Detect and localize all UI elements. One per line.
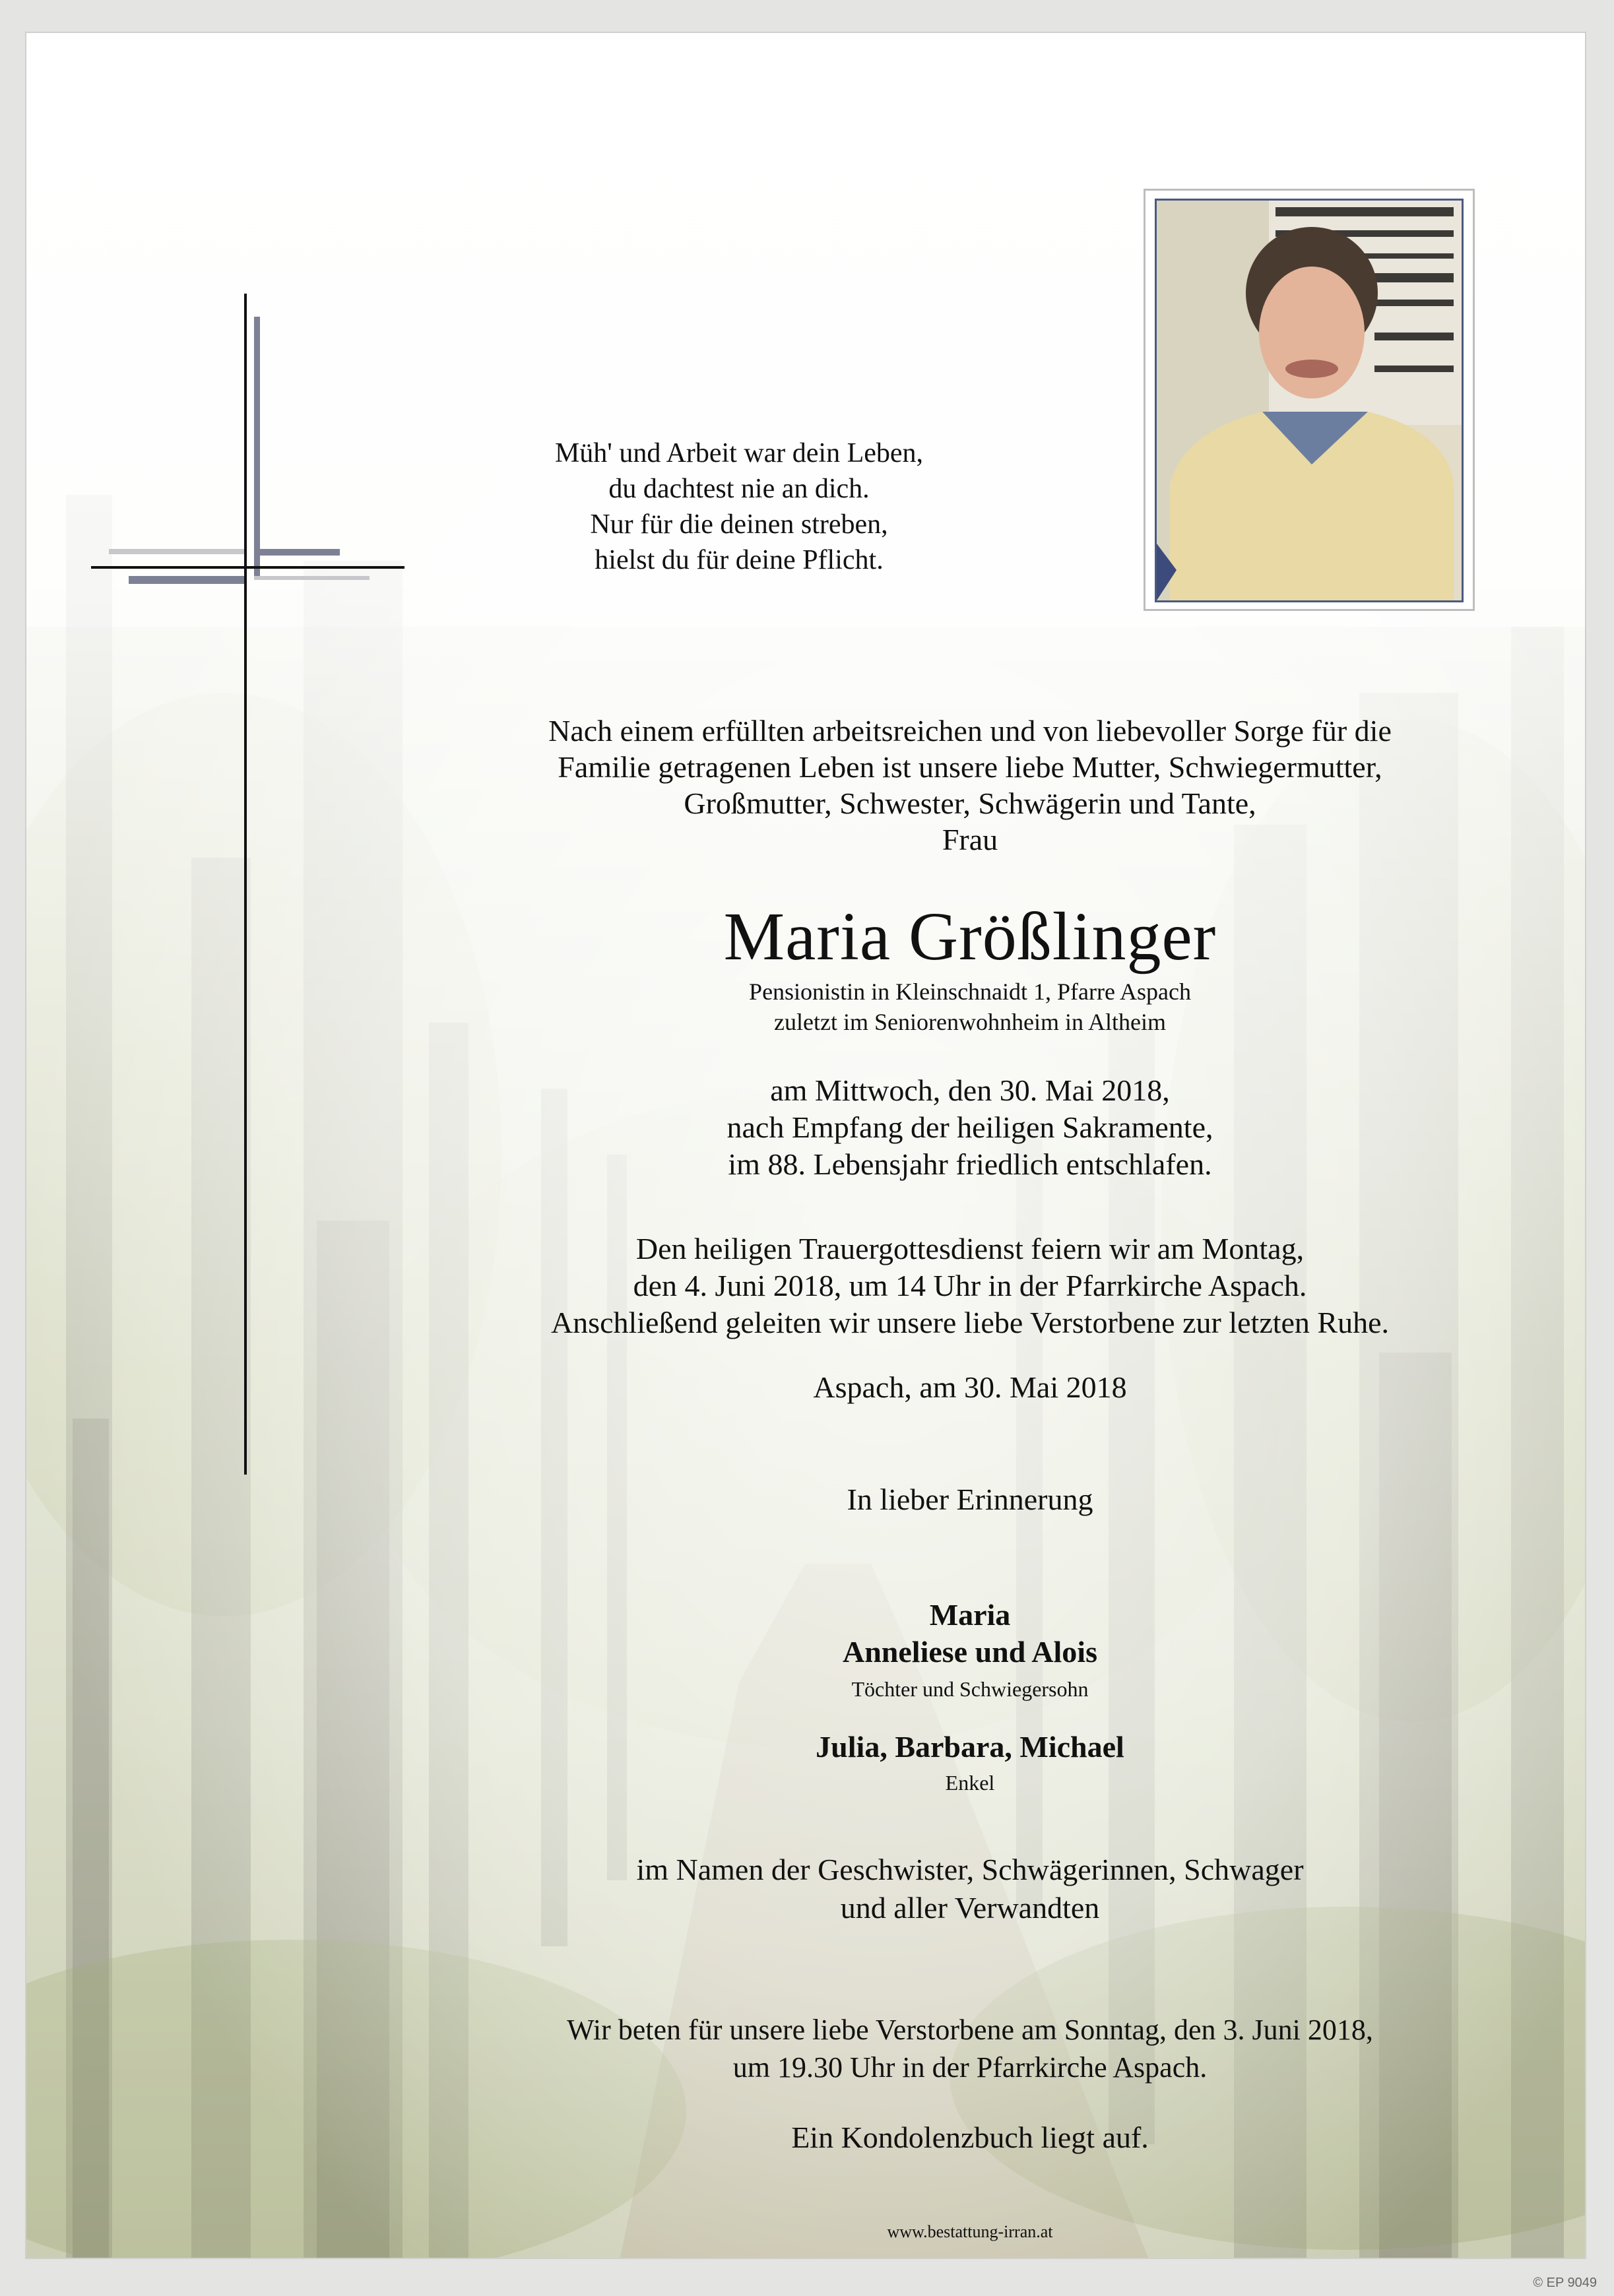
place-date: Aspach, am 30. Mai 2018	[813, 1370, 1127, 1404]
intro-line: Familie getragenen Leben ist unsere liebe Mutter, Schwiegermutter,	[558, 750, 1382, 784]
funeral-service-text	[449, 1230, 1491, 1341]
service-line: den 4. Juni 2018, um 14 Uhr in der Pfarrkirche Aspach.	[633, 1269, 1307, 1302]
print-code: © EP 9049	[1533, 2276, 1597, 2290]
family-group-grandchildren	[449, 1729, 1491, 1766]
prayer-line: Wir beten für unsere liebe Verstorbene am Sonntag, den 3. Juni 2018,	[567, 2014, 1373, 2046]
funeral-home-website: www.bestattung-irran.at	[887, 2222, 1053, 2241]
death-line: am Mittwoch, den 30. Mai 2018,	[770, 1073, 1170, 1107]
relatives-line: und aller Verwandten	[840, 1891, 1100, 1925]
deceased-name: Maria Größlinger	[723, 899, 1217, 974]
intro-line: Frau	[942, 823, 998, 856]
obituary-sheet	[25, 32, 1586, 2259]
poem-line: Nur für die deinen streben,	[590, 509, 888, 540]
intro-line: Nach einem erfüllten arbeitsreichen und von liebevoller Sorge für die	[548, 714, 1392, 748]
condolence-book-note: Ein Kondolenzbuch liegt auf.	[791, 2121, 1149, 2154]
intro-text	[449, 713, 1491, 858]
death-notice	[449, 1072, 1491, 1183]
portrait-photo	[1155, 199, 1464, 602]
poem-line: du dachtest nie an dich.	[608, 474, 870, 504]
service-line: Anschließend geleiten wir unsere liebe Verstorbene zur letzten Ruhe.	[550, 1306, 1390, 1339]
intro-line: Großmutter, Schwester, Schwägerin und Tante,	[684, 786, 1256, 820]
deceased-subtitle	[449, 976, 1491, 1037]
death-line: im 88. Lebensjahr friedlich entschlafen.	[728, 1147, 1212, 1181]
poem	[528, 435, 950, 578]
prayer-text	[449, 2011, 1491, 2086]
poem-line: hielst du für deine Pflicht.	[595, 545, 884, 575]
service-line: Den heiligen Trauergottesdienst feiern wir am Montag,	[635, 1232, 1305, 1265]
relatives-line: im Namen der Geschwister, Schwägerinnen, Schwager	[636, 1853, 1304, 1886]
subtitle-line: zuletzt im Seniorenwohnheim in Altheim	[774, 1009, 1166, 1035]
family-relation-grandchildren: Enkel	[945, 1771, 995, 1795]
poem-line: Müh' und Arbeit war dein Leben,	[554, 438, 924, 468]
cross-icon	[26, 33, 488, 1550]
family-name: Anneliese und Alois	[843, 1635, 1097, 1669]
relatives-text	[449, 1851, 1491, 1927]
family-name: Julia, Barbara, Michael	[816, 1730, 1124, 1764]
in-memory-heading: In lieber Erinnerung	[847, 1483, 1093, 1516]
family-name: Maria	[929, 1598, 1011, 1632]
portrait-photo-frame	[1144, 189, 1475, 611]
family-group-children	[449, 1597, 1491, 1671]
family-relation-children: Töchter und Schwiegersohn	[851, 1677, 1089, 1701]
prayer-line: um 19.30 Uhr in der Pfarrkirche Aspach.	[732, 2051, 1208, 2084]
subtitle-line: Pensionistin in Kleinschnaidt 1, Pfarre Aspach	[749, 978, 1191, 1005]
death-line: nach Empfang der heiligen Sakramente,	[726, 1110, 1213, 1144]
